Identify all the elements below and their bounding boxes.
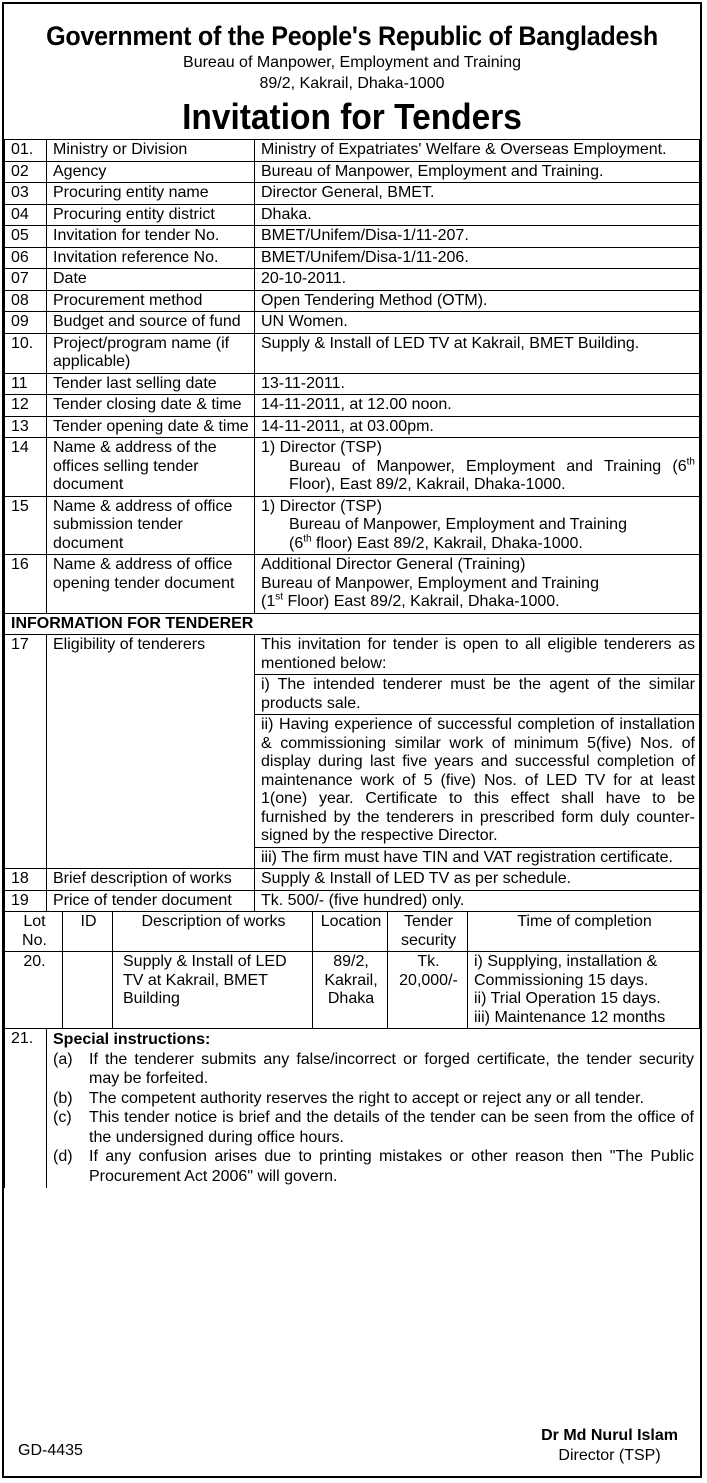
lot-completion xyxy=(468,952,700,1029)
bureau-name: Bureau of Manpower, Employment and Training xyxy=(183,54,521,71)
row-label: Ministry or Division xyxy=(47,140,255,162)
notice-header xyxy=(4,20,700,136)
special-item-key: (b) xyxy=(53,1089,73,1107)
eligibility-intro: This invitation for tender is open to all eligible tenderers as mentioned below: xyxy=(255,635,700,675)
table-row xyxy=(5,247,700,269)
special-item-text: This tender notice is brief and the details of the tender can be seen from the office of the undersigned during office hours. xyxy=(89,1109,694,1146)
signer-name: Dr Md Nurul Islam xyxy=(541,1427,678,1444)
special-item-key: (a) xyxy=(53,1050,73,1068)
gd-code: GD-4435 xyxy=(18,1442,83,1459)
row-label: Project/program name (if applicable) xyxy=(47,333,255,373)
lot-id xyxy=(63,952,113,1029)
table-row xyxy=(5,161,700,183)
address-text: (6 xyxy=(289,534,304,552)
row-value: UN Women. xyxy=(255,312,700,334)
signature-block xyxy=(541,1426,678,1466)
tender-rows xyxy=(5,140,700,438)
row-number: 03 xyxy=(5,183,47,205)
lot-header-row xyxy=(5,912,700,952)
row-number: 11 xyxy=(5,373,47,395)
special-heading: Special instructions: xyxy=(53,1031,211,1048)
lot-table xyxy=(4,912,700,1029)
lot-number: 20. xyxy=(5,952,63,1029)
row-value xyxy=(255,438,700,497)
lot-security: Tk. 20,000/- xyxy=(388,952,468,1029)
table-row xyxy=(5,140,700,162)
row-number: 01. xyxy=(5,140,47,162)
row-label: Tender opening date & time xyxy=(47,416,255,438)
superscript: st xyxy=(275,591,284,603)
special-instructions-table xyxy=(4,1029,700,1188)
superscript: th xyxy=(303,533,312,545)
section-heading: INFORMATION FOR TENDERER xyxy=(5,613,700,635)
lot-location: 89/2, Kakrail, Dhaka xyxy=(313,952,388,1029)
security-header: Tender security xyxy=(388,912,468,952)
row-number: 05 xyxy=(5,226,47,248)
row-number: 09 xyxy=(5,312,47,334)
row-value xyxy=(255,496,700,555)
row-value: Supply & Install of LED TV at Kakrail, BMET Building. xyxy=(255,333,700,373)
row-value: Bureau of Manpower, Employment and Training. xyxy=(255,161,700,183)
row-label: Name & address of office opening tender document xyxy=(47,555,255,614)
row-value: 20-10-2011. xyxy=(255,269,700,291)
section-row xyxy=(5,613,700,635)
table-row xyxy=(5,890,700,912)
row-number: 13 xyxy=(5,416,47,438)
address-line xyxy=(261,593,695,612)
address-line xyxy=(261,458,695,495)
row-number: 04 xyxy=(5,204,47,226)
address-text: Bureau of Manpower, Employment and Training (6 xyxy=(289,457,687,475)
row-value: 14-11-2011, at 12.00 noon. xyxy=(255,395,700,417)
row-label: Name & address of office submission tender document xyxy=(47,496,255,555)
row-number: 19 xyxy=(5,890,47,912)
table-row xyxy=(5,869,700,891)
table-row xyxy=(5,204,700,226)
special-item xyxy=(53,1089,694,1109)
bureau-address: 89/2, Kakrail, Dhaka-1000 xyxy=(259,75,445,92)
special-item-key: (d) xyxy=(53,1148,73,1165)
row-label: Budget and source of fund xyxy=(47,312,255,334)
special-row xyxy=(5,1029,701,1188)
special-list xyxy=(53,1050,694,1187)
lot-header: Lot No. xyxy=(5,912,63,952)
table-row xyxy=(5,395,700,417)
row-number: 07 xyxy=(5,269,47,291)
row-label: Tender closing date & time xyxy=(47,395,255,417)
row-value: Tk. 500/- (five hundred) only. xyxy=(255,890,700,912)
row-value: Dhaka. xyxy=(255,204,700,226)
address-text: (1 xyxy=(261,593,276,610)
row-label: Procuring entity district xyxy=(47,204,255,226)
special-instructions xyxy=(47,1029,701,1188)
row-value: 14-11-2011, at 03.00pm. xyxy=(255,416,700,438)
tender-notice xyxy=(2,2,702,1478)
address-line xyxy=(261,535,695,554)
row-number: 12 xyxy=(5,395,47,417)
row-label: Agency xyxy=(47,161,255,183)
row-number: 14 xyxy=(5,438,47,497)
row-label: Procurement method xyxy=(47,290,255,312)
table-row xyxy=(5,290,700,312)
special-item-text: If any confusion arises due to printing mistakes or other reason then "The Public Procurement Act 2006" will govern. xyxy=(89,1148,694,1185)
address-line: Bureau of Manpower, Employment and Training xyxy=(289,516,627,533)
special-item xyxy=(53,1147,694,1186)
completion-item: ii) Trial Operation 15 days. xyxy=(474,990,661,1007)
special-item-text: The competent authority reserves the right to accept or reject any or all tender. xyxy=(89,1089,644,1107)
government-name: Government of the People's Republic of Bangladesh xyxy=(46,21,658,51)
lot-row xyxy=(5,952,700,1029)
special-item xyxy=(53,1050,694,1089)
table-row xyxy=(5,635,700,675)
table-row xyxy=(5,416,700,438)
description-header: Description of works xyxy=(113,912,313,952)
row-number: 18 xyxy=(5,869,47,891)
address-line: Bureau of Manpower, Employment and Training xyxy=(261,574,599,592)
row-label: Price of tender document xyxy=(47,890,255,912)
row-number: 10. xyxy=(5,333,47,373)
table-row xyxy=(5,496,700,555)
table-row xyxy=(5,183,700,205)
eligibility-item: i) The intended tenderer must be the agent of the similar products sale. xyxy=(255,675,700,715)
superscript: th xyxy=(686,456,695,468)
location-header: Location xyxy=(313,912,388,952)
row-value: Open Tendering Method (OTM). xyxy=(255,290,700,312)
table-row xyxy=(5,373,700,395)
eligibility-item: iii) The firm must have TIN and VAT registration certificate. xyxy=(255,847,700,869)
special-item-key: (c) xyxy=(53,1109,72,1126)
signer-title: Director (TSP) xyxy=(558,1447,661,1464)
row-label: Eligibility of tenderers xyxy=(47,635,255,869)
row-value: BMET/Unifem/Disa-1/11-206. xyxy=(255,247,700,269)
row-number: 17 xyxy=(5,635,47,869)
row-label: Brief description of works xyxy=(47,869,255,891)
completion-header: Time of completion xyxy=(468,912,700,952)
address-text: Floor), East 89/2, Kakrail, Dhaka-1000. xyxy=(289,476,566,493)
table-row xyxy=(5,312,700,334)
row-value: Ministry of Expatriates' Welfare & Overseas Employment. xyxy=(255,140,700,162)
id-header: ID xyxy=(63,912,113,952)
completion-item: iii) Maintenance 12 months xyxy=(474,1008,666,1026)
table-row xyxy=(5,333,700,373)
row-number: 08 xyxy=(5,290,47,312)
row-label: Procuring entity name xyxy=(47,183,255,205)
table-row xyxy=(5,226,700,248)
address-line: Additional Director General (Training) xyxy=(261,556,526,573)
row-number: 21. xyxy=(5,1029,47,1188)
special-item-text: If the tenderer submits any false/incorrect or forged certificate, the tender security may be forfeited. xyxy=(89,1050,694,1087)
table-row xyxy=(5,269,700,291)
address-line: 1) Director (TSP) xyxy=(261,497,382,515)
row-label: Name & address of the offices selling tender document xyxy=(47,438,255,497)
address-text: Floor) East 89/2, Kakrail, Dhaka-1000. xyxy=(283,593,560,610)
row-value: BMET/Unifem/Disa-1/11-207. xyxy=(255,226,700,248)
tender-details-table xyxy=(4,139,700,912)
lot-description: Supply & Install of LED TV at Kakrail, BMET Building xyxy=(113,952,313,1029)
completion-item: i) Supplying, installation & Commissioning 15 days. xyxy=(474,953,658,989)
eligibility-item: ii) Having experience of successful completion of installation & commissioning similar work of minimum 5(five) Nos. of display during last five years and successful completion of maintenance work of 5 (five) Nos. of LED TV for at least 1(one) year. Certificate to this effect shall have to be furnished by the tenderers in prescribed form duly counter-signed by the respective Director. xyxy=(255,715,700,848)
table-row xyxy=(5,555,700,614)
row-number: 15 xyxy=(5,496,47,555)
row-value: 13-11-2011. xyxy=(255,373,700,395)
row-label: Date xyxy=(47,269,255,291)
row-value xyxy=(255,555,700,614)
row-value: Supply & Install of LED TV as per schedule. xyxy=(255,869,700,891)
special-item xyxy=(53,1108,694,1147)
table-row xyxy=(5,438,700,497)
row-label: Tender last selling date xyxy=(47,373,255,395)
row-label: Invitation for tender No. xyxy=(47,226,255,248)
row-number: 02 xyxy=(5,161,47,183)
page-title: Invitation for Tenders xyxy=(182,96,522,137)
row-value: Director General, BMET. xyxy=(255,183,700,205)
row-number: 06 xyxy=(5,247,47,269)
address-text: floor) East 89/2, Kakrail, Dhaka-1000. xyxy=(311,534,583,552)
row-number: 16 xyxy=(5,555,47,614)
notice-footer xyxy=(4,1422,700,1476)
row-label: Invitation reference No. xyxy=(47,247,255,269)
address-line: 1) Director (TSP) xyxy=(261,439,382,456)
